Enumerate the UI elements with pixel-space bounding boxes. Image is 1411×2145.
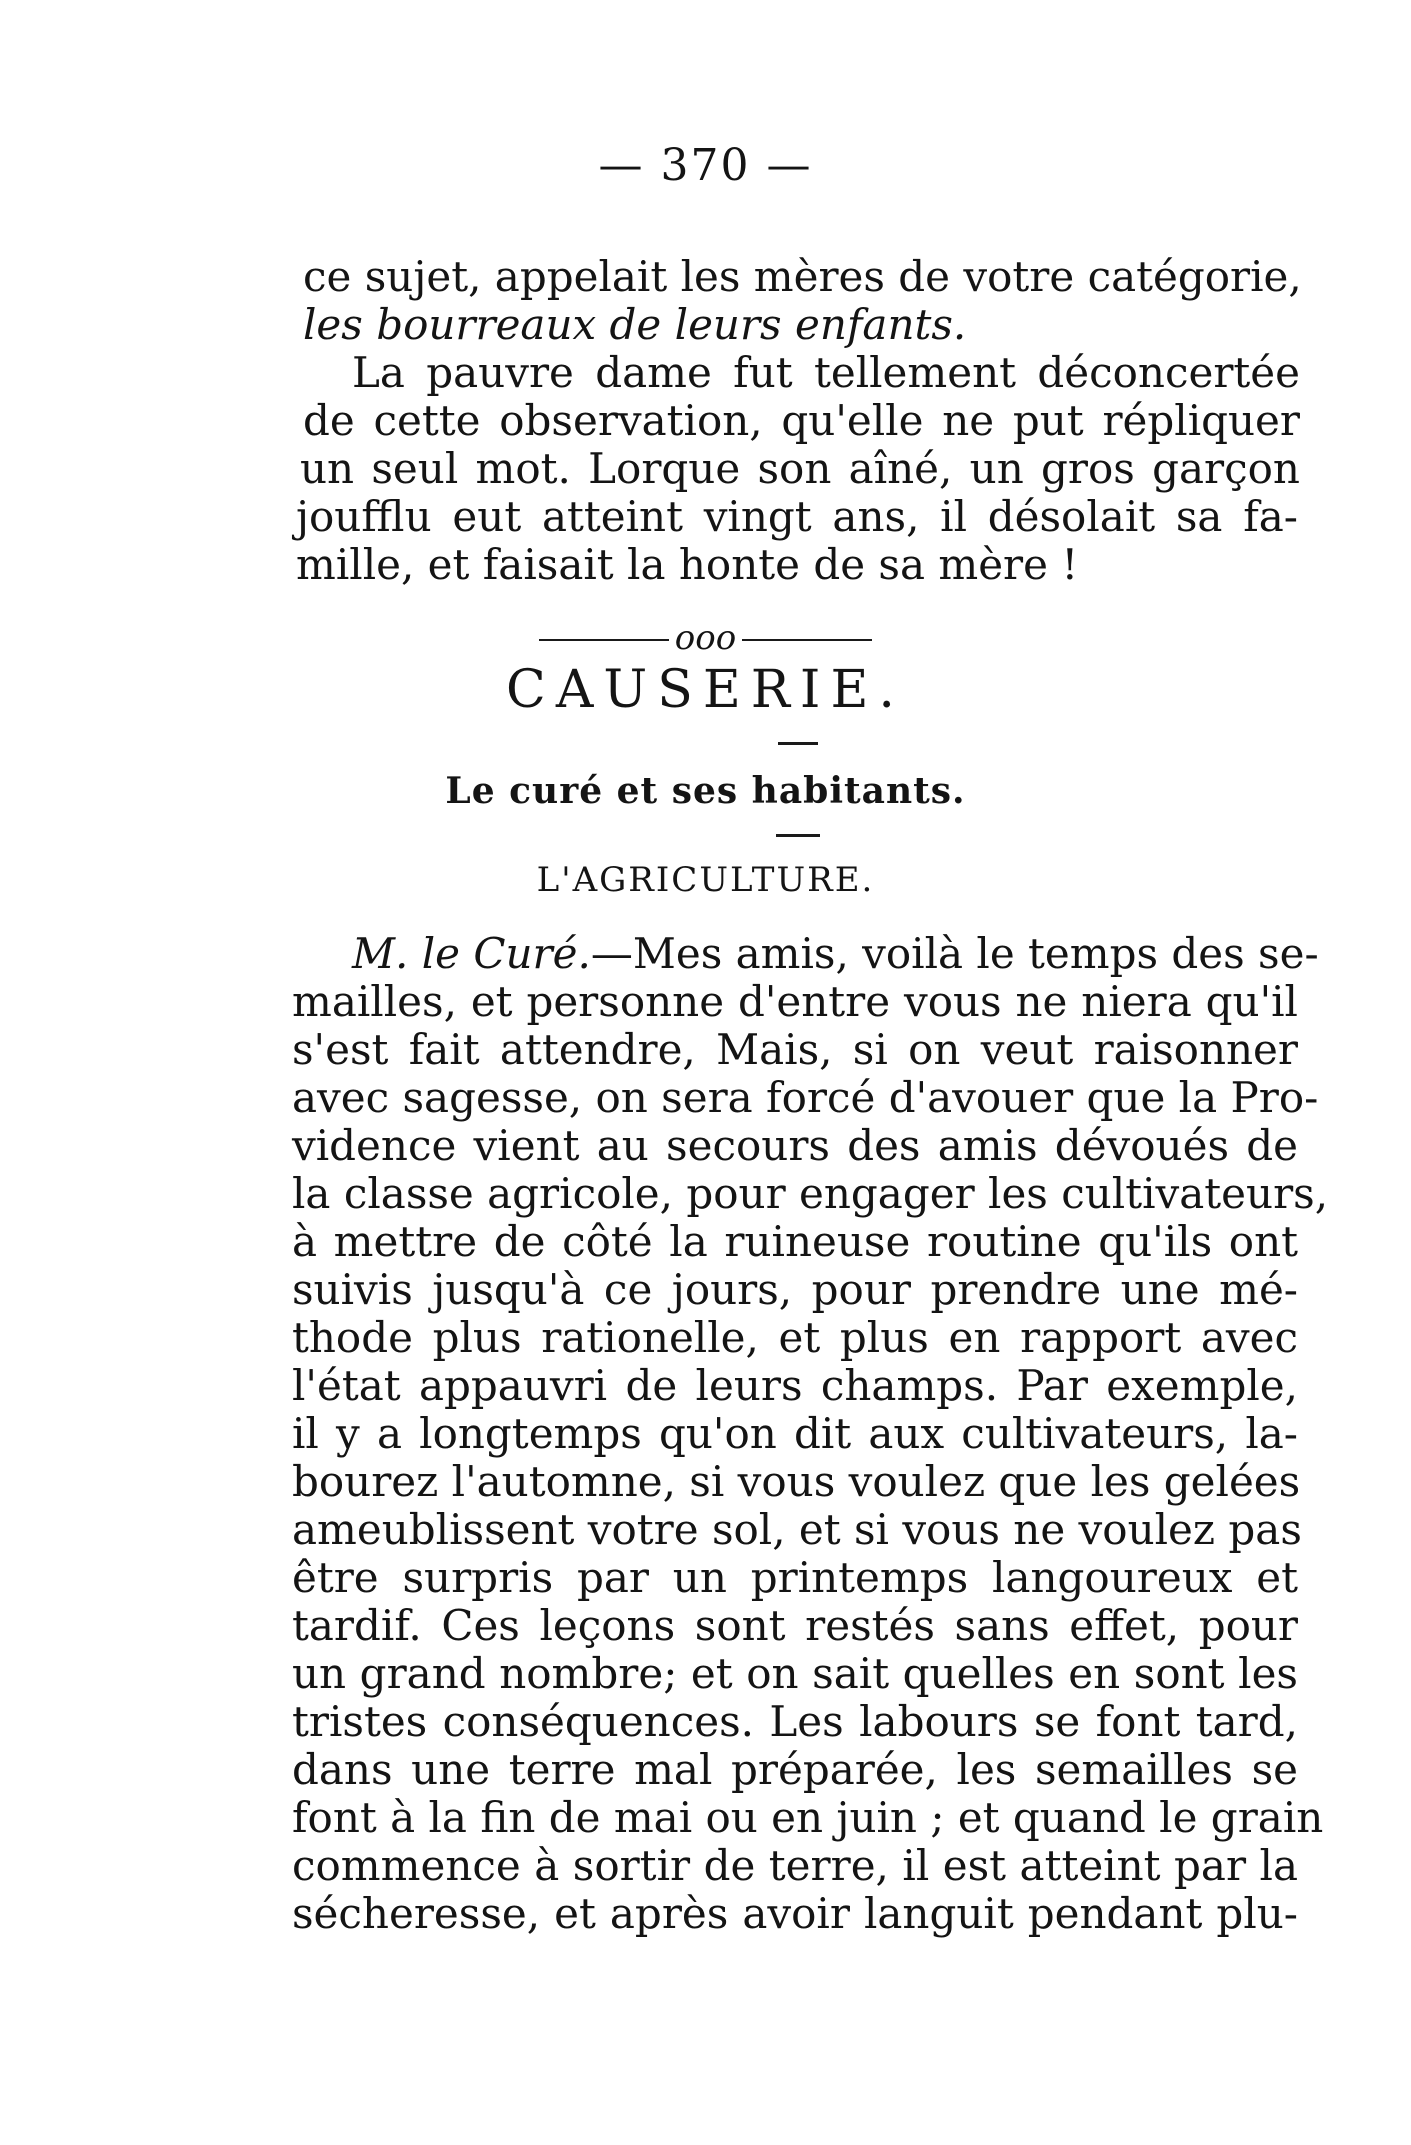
section-title: CAUSERIE. xyxy=(506,660,905,720)
text-line: sécheresse, et après avoir languit pendant plu- xyxy=(292,1889,1298,1938)
text-line: font à la fin de mai ou en juin ; et quand le grain xyxy=(292,1793,1324,1842)
section-subtitle: Le curé et ses habitants. xyxy=(445,770,966,812)
text-line: de cette observation, qu'elle ne put répliquer xyxy=(303,396,1300,445)
text-line: thode plus rationelle, et plus en rapport avec xyxy=(292,1313,1298,1362)
speaker-name: M. le Curé. xyxy=(352,929,591,978)
text-line: mille, et faisait la honte de sa mère ! xyxy=(296,540,1079,589)
ornament-divider xyxy=(0,618,1411,658)
text-line: ce sujet, appelait les mères de votre catégorie, xyxy=(303,252,1302,301)
text-line: joufflu eut atteint vingt ans, il désolait sa fa- xyxy=(296,492,1298,541)
topic-heading: L'AGRICULTURE. xyxy=(536,860,875,900)
ornament-dash-right xyxy=(742,639,872,641)
text-line: les bourreaux de leurs enfants. xyxy=(303,300,967,349)
text-line: ameublissent votre sol, et si vous ne voulez pas xyxy=(292,1505,1302,1554)
short-rule xyxy=(778,742,818,745)
text-line: un grand nombre; et on sait quelles en sont les xyxy=(292,1649,1298,1698)
text-line: bourez l'automne, si vous voulez que les gelées xyxy=(292,1457,1301,1506)
text-line: à mettre de côté la ruineuse routine qu'ils ont xyxy=(292,1217,1298,1266)
text-line: mailles, et personne d'entre vous ne niera qu'il xyxy=(292,977,1298,1026)
text-line: la classe agricole, pour engager les cultivateurs, xyxy=(292,1169,1329,1218)
text-line: s'est fait attendre, Mais, si on veut raisonner xyxy=(292,1025,1298,1074)
text-line: La pauvre dame fut tellement déconcertée xyxy=(352,348,1300,397)
text-line: tardif. Ces leçons sont restés sans effet, pour xyxy=(292,1601,1298,1650)
short-rule xyxy=(776,834,820,837)
text-line: il y a longtemps qu'on dit aux cultivateurs, la- xyxy=(292,1409,1298,1458)
text-line: l'état appauvri de leurs champs. Par exemple, xyxy=(292,1361,1298,1410)
text-line: un seul mot. Lorque son aîné, un gros garçon xyxy=(300,444,1300,493)
ornament-text: ooo xyxy=(674,618,737,658)
text-line: être surpris par un printemps langoureux et xyxy=(292,1553,1298,1602)
text-line: avec sagesse, on sera forcé d'avouer que la Pro- xyxy=(292,1073,1319,1122)
text-line: commence à sortir de terre, il est atteint par la xyxy=(292,1841,1298,1890)
page-number: — 370 — xyxy=(598,140,813,191)
ornament-dash-left xyxy=(539,639,669,641)
text-line: dans une terre mal préparée, les semailles se xyxy=(292,1745,1298,1794)
text-line: tristes conséquences. Les labours se font tard, xyxy=(292,1697,1298,1746)
text-line: suivis jusqu'à ce jours, pour prendre une mé- xyxy=(292,1265,1298,1314)
speaker-text: —Mes amis, voilà le temps des se- xyxy=(590,929,1319,978)
text-line xyxy=(352,929,1319,978)
text-line: vidence vient au secours des amis dévoués de xyxy=(292,1121,1298,1170)
